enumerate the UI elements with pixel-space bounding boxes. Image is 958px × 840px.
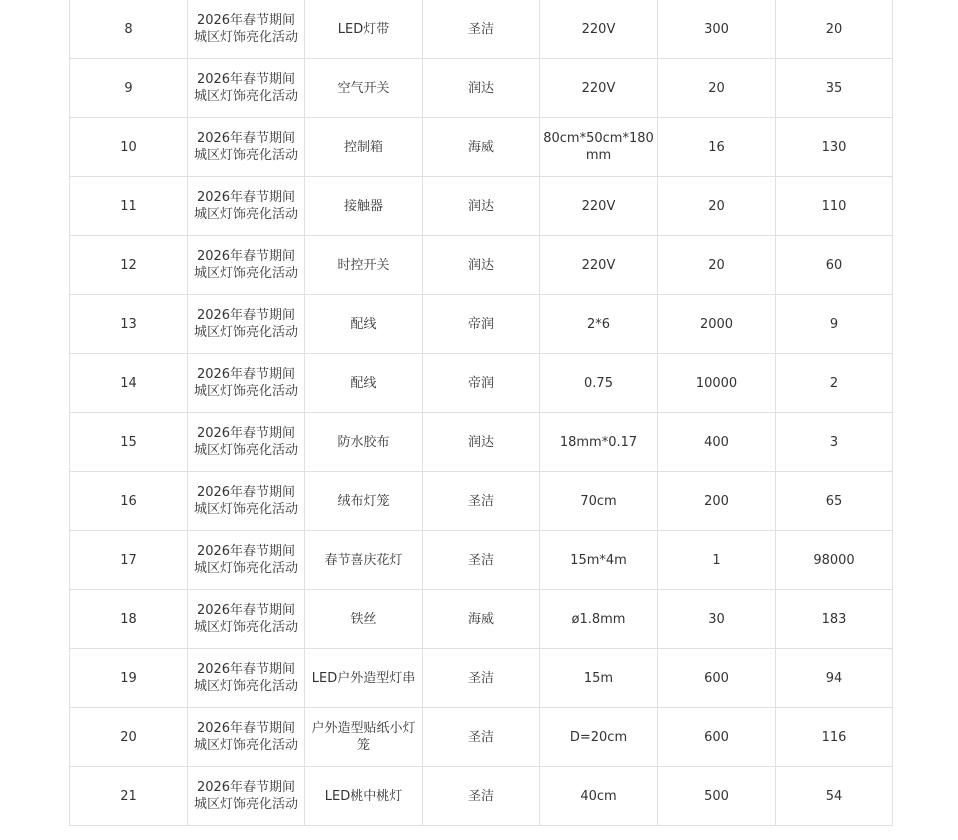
table-row xyxy=(70,590,893,649)
cell-spec: 70cm xyxy=(540,472,658,531)
cell-spec: 15m*4m xyxy=(540,531,658,590)
table-row xyxy=(70,354,893,413)
cell-brand: 圣洁 xyxy=(423,0,540,59)
table-row xyxy=(70,0,893,59)
cell-item-name: 配线 xyxy=(305,295,423,354)
cell-item-name: 防水胶布 xyxy=(305,413,423,472)
cell-no: 20 xyxy=(70,708,188,767)
cell-quantity: 200 xyxy=(658,472,776,531)
cell-quantity: 10000 xyxy=(658,354,776,413)
cell-item-name: 配线 xyxy=(305,354,423,413)
cell-no: 19 xyxy=(70,649,188,708)
cell-project: 2026年春节期间城区灯饰亮化活动 xyxy=(188,413,305,472)
cell-project: 2026年春节期间城区灯饰亮化活动 xyxy=(188,59,305,118)
cell-project: 2026年春节期间城区灯饰亮化活动 xyxy=(188,590,305,649)
cell-brand: 润达 xyxy=(423,236,540,295)
cell-price: 54 xyxy=(776,767,893,826)
cell-project: 2026年春节期间城区灯饰亮化活动 xyxy=(188,767,305,826)
cell-brand: 圣洁 xyxy=(423,708,540,767)
cell-project: 2026年春节期间城区灯饰亮化活动 xyxy=(188,649,305,708)
table-row xyxy=(70,767,893,826)
cell-spec: 220V xyxy=(540,59,658,118)
cell-brand: 润达 xyxy=(423,413,540,472)
cell-no: 21 xyxy=(70,767,188,826)
cell-project: 2026年春节期间城区灯饰亮化活动 xyxy=(188,177,305,236)
cell-no: 15 xyxy=(70,413,188,472)
table-row xyxy=(70,472,893,531)
cell-item-name: LED户外造型灯串 xyxy=(305,649,423,708)
cell-project: 2026年春节期间城区灯饰亮化活动 xyxy=(188,118,305,177)
cell-brand: 润达 xyxy=(423,177,540,236)
cell-brand: 海威 xyxy=(423,590,540,649)
cell-item-name: 户外造型贴纸小灯笼 xyxy=(305,708,423,767)
cell-no: 18 xyxy=(70,590,188,649)
cell-item-name: LED桃中桃灯 xyxy=(305,767,423,826)
cell-price: 94 xyxy=(776,649,893,708)
cell-project: 2026年春节期间城区灯饰亮化活动 xyxy=(188,354,305,413)
table-row xyxy=(70,413,893,472)
cell-spec: 0.75 xyxy=(540,354,658,413)
cell-quantity: 20 xyxy=(658,177,776,236)
cell-quantity: 30 xyxy=(658,590,776,649)
cell-price: 110 xyxy=(776,177,893,236)
cell-price: 2 xyxy=(776,354,893,413)
cell-quantity: 300 xyxy=(658,0,776,59)
cell-brand: 圣洁 xyxy=(423,649,540,708)
cell-item-name: 空气开关 xyxy=(305,59,423,118)
cell-spec: ø1.8mm xyxy=(540,590,658,649)
cell-price: 183 xyxy=(776,590,893,649)
cell-no: 8 xyxy=(70,0,188,59)
cell-brand: 圣洁 xyxy=(423,767,540,826)
cell-spec: 220V xyxy=(540,0,658,59)
cell-project: 2026年春节期间城区灯饰亮化活动 xyxy=(188,236,305,295)
table-row xyxy=(70,177,893,236)
cell-quantity: 400 xyxy=(658,413,776,472)
cell-spec: 80cm*50cm*180mm xyxy=(540,118,658,177)
cell-quantity: 600 xyxy=(658,649,776,708)
cell-quantity: 1 xyxy=(658,531,776,590)
cell-no: 13 xyxy=(70,295,188,354)
cell-project: 2026年春节期间城区灯饰亮化活动 xyxy=(188,708,305,767)
cell-item-name: 接触器 xyxy=(305,177,423,236)
cell-item-name: 春节喜庆花灯 xyxy=(305,531,423,590)
cell-brand: 润达 xyxy=(423,59,540,118)
cell-item-name: LED灯带 xyxy=(305,0,423,59)
cell-no: 12 xyxy=(70,236,188,295)
cell-quantity: 20 xyxy=(658,59,776,118)
cell-brand: 帝润 xyxy=(423,354,540,413)
cell-project: 2026年春节期间城区灯饰亮化活动 xyxy=(188,531,305,590)
cell-quantity: 20 xyxy=(658,236,776,295)
cell-spec: 40cm xyxy=(540,767,658,826)
table-row xyxy=(70,236,893,295)
cell-quantity: 2000 xyxy=(658,295,776,354)
cell-item-name: 绒布灯笼 xyxy=(305,472,423,531)
table-row xyxy=(70,59,893,118)
cell-quantity: 600 xyxy=(658,708,776,767)
table-row xyxy=(70,118,893,177)
cell-price: 130 xyxy=(776,118,893,177)
cell-price: 9 xyxy=(776,295,893,354)
cell-price: 65 xyxy=(776,472,893,531)
cell-no: 16 xyxy=(70,472,188,531)
cell-quantity: 500 xyxy=(658,767,776,826)
table-row xyxy=(70,295,893,354)
table-body xyxy=(70,0,893,826)
cell-spec: D=20cm xyxy=(540,708,658,767)
cell-quantity: 16 xyxy=(658,118,776,177)
cell-price: 35 xyxy=(776,59,893,118)
cell-spec: 2*6 xyxy=(540,295,658,354)
table-row xyxy=(70,649,893,708)
cell-no: 10 xyxy=(70,118,188,177)
cell-project: 2026年春节期间城区灯饰亮化活动 xyxy=(188,295,305,354)
cell-price: 60 xyxy=(776,236,893,295)
cell-item-name: 铁丝 xyxy=(305,590,423,649)
cell-no: 14 xyxy=(70,354,188,413)
cell-item-name: 控制箱 xyxy=(305,118,423,177)
cell-spec: 15m xyxy=(540,649,658,708)
cell-spec: 220V xyxy=(540,177,658,236)
cell-brand: 圣洁 xyxy=(423,472,540,531)
cell-price: 3 xyxy=(776,413,893,472)
cell-brand: 帝润 xyxy=(423,295,540,354)
cell-project: 2026年春节期间城区灯饰亮化活动 xyxy=(188,472,305,531)
cell-no: 17 xyxy=(70,531,188,590)
cell-price: 98000 xyxy=(776,531,893,590)
cell-brand: 海威 xyxy=(423,118,540,177)
cell-item-name: 时控开关 xyxy=(305,236,423,295)
cell-brand: 圣洁 xyxy=(423,531,540,590)
table-row xyxy=(70,708,893,767)
cell-no: 9 xyxy=(70,59,188,118)
cell-price: 116 xyxy=(776,708,893,767)
table-row xyxy=(70,531,893,590)
price-table xyxy=(69,0,893,826)
cell-price: 20 xyxy=(776,0,893,59)
cell-spec: 18mm*0.17 xyxy=(540,413,658,472)
cell-project: 2026年春节期间城区灯饰亮化活动 xyxy=(188,0,305,59)
cell-no: 11 xyxy=(70,177,188,236)
cell-spec: 220V xyxy=(540,236,658,295)
